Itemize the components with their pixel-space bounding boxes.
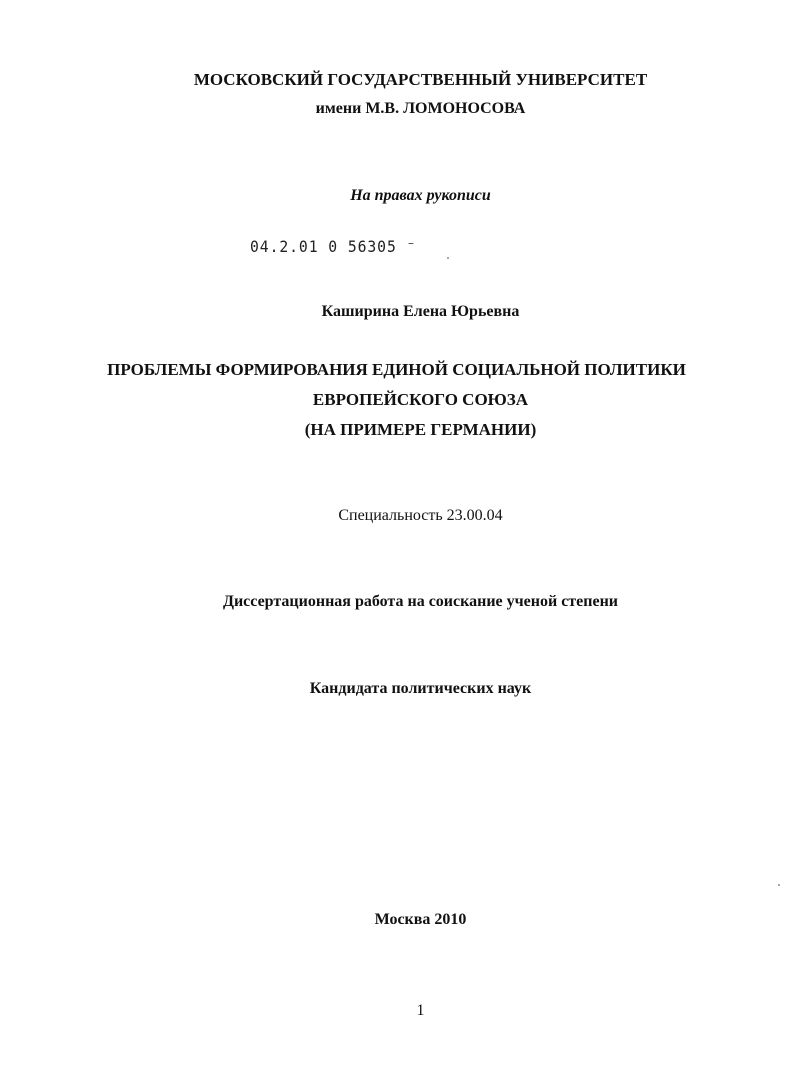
thesis-title-line-3: (НА ПРИМЕРЕ ГЕРМАНИИ) bbox=[304, 420, 537, 439]
page-number: 1 bbox=[416, 1002, 425, 1019]
university-named-after: имени М.В. ЛОМОНОСОВА bbox=[315, 100, 526, 117]
thesis-title-line-1: ПРОБЛЕМЫ ФОРМИРОВАНИЯ ЕДИНОЙ СОЦИАЛЬНОЙ ПОЛИТИКИ bbox=[107, 360, 686, 379]
author-name: Каширина Елена Юрьевна bbox=[321, 303, 520, 320]
city-year: Москва 2010 bbox=[374, 911, 467, 928]
university-name: МОСКОВСКИЙ ГОСУДАРСТВЕННЫЙ УНИВЕРСИТЕТ bbox=[193, 70, 648, 89]
scan-speck bbox=[447, 257, 449, 259]
scan-speck bbox=[778, 884, 780, 886]
academic-degree: Кандидата политических наук bbox=[309, 680, 532, 697]
registration-code: 04.2.01 0 56305 ⁻ bbox=[250, 237, 417, 256]
specialty: Специальность 23.00.04 bbox=[338, 507, 503, 524]
dissertation-statement: Диссертационная работа на соискание ученой степени bbox=[222, 593, 619, 610]
manuscript-rights-note: На правах рукописи bbox=[350, 187, 491, 204]
thesis-title-line-2: ЕВРОПЕЙСКОГО СОЮЗА bbox=[312, 390, 529, 409]
